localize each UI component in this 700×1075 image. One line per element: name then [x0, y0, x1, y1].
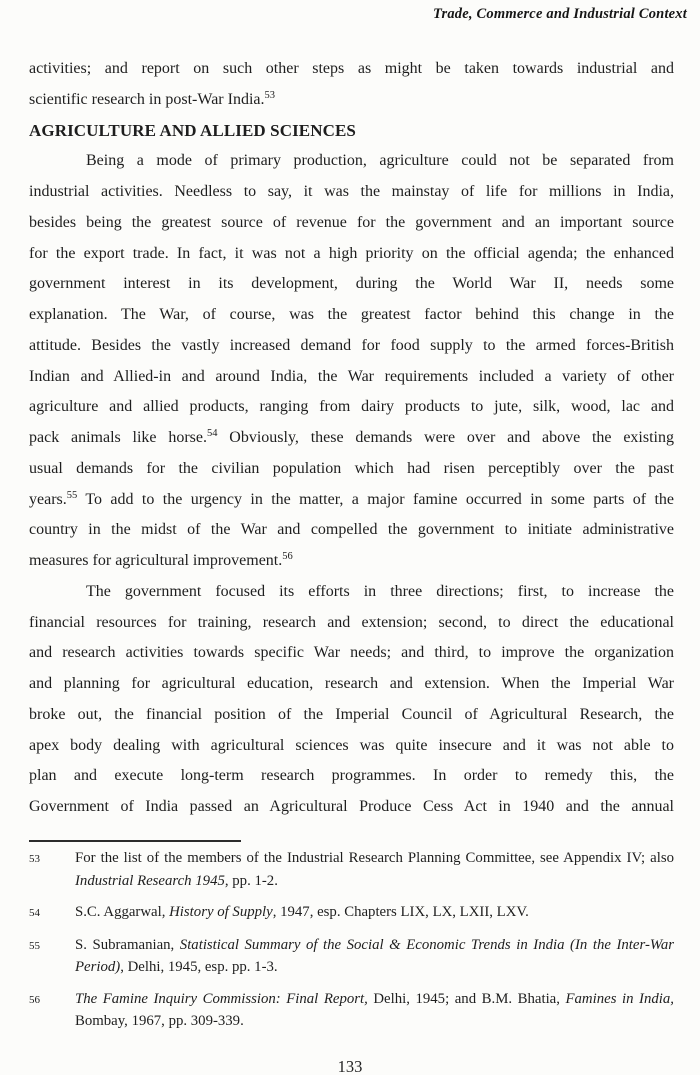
text-segment: broke out, the financial position of the Imperial Council of Agricultural Research, the [29, 705, 674, 723]
text-line [29, 454, 674, 485]
text-segment: for the export trade. In fact, it was not a high priority on the official agenda; the enhanced [29, 244, 674, 262]
italic-text: The Famine Inquiry Commission: Final Report, [75, 990, 368, 1007]
paragraph [29, 54, 674, 116]
text-line [29, 146, 674, 177]
footnote-number: 54 [29, 907, 40, 919]
page-number: 133 [337, 1057, 363, 1075]
text-segment: explanation. The War, of course, was the greatest factor behind this change in the [29, 306, 674, 323]
text-segment: Delhi, 1945; and B.M. Bhatia, [367, 990, 566, 1007]
text-line [29, 577, 674, 608]
footnote-text [75, 847, 674, 892]
text-segment: , 1947, esp. Chapters LIX, LX, LXII, LXV. [272, 904, 529, 920]
text-line [29, 515, 674, 546]
footnote-marker: 54 [206, 428, 218, 439]
footnote-marker: 53 [264, 89, 275, 101]
text-segment: measures for agricultural improvement. [29, 552, 283, 569]
text-line [29, 700, 674, 731]
italic-text: History of Supply [169, 904, 273, 920]
section-heading: AGRICULTURE AND ALLIED SCIENCES [29, 120, 356, 140]
text-segment: plan and execute long-term research programmes. In order to remedy this, the [29, 767, 674, 785]
text-segment: , Delhi, 1945, esp. pp. 1-3. [120, 959, 278, 975]
text-line [29, 546, 674, 577]
text-line [29, 638, 674, 669]
text-segment: To add to the urgency in the matter, a major famine occurred in some parts of the [77, 490, 674, 508]
text-segment: country in the midst of the War and compelled the government to initiate administrative [29, 521, 674, 539]
text-segment: financial resources for training, research and extension; second, to direct the educational [29, 613, 674, 631]
text-segment: industrial activities. Needless to say, it was the mainstay of life for millions in India, [29, 183, 674, 200]
text-segment: For the list of the members of the Industrial Research Planning Committee, see Appendix IV; also [75, 850, 674, 866]
text-line [29, 392, 674, 423]
text-segment: S.C. Aggarwal, [75, 904, 170, 920]
text-line [29, 731, 674, 762]
footnote-number: 53 [29, 853, 40, 865]
text-segment: attitude. Besides the vastly increased demand for food supply to the armed forces-British [29, 336, 674, 354]
text-segment: S. Subramanian, [75, 936, 180, 953]
footnote-number: 55 [29, 939, 40, 952]
footnote-text [75, 988, 674, 1033]
text-line [29, 239, 674, 270]
text-segment: and research activities towards specific War needs; and third, to improve the organization [29, 644, 674, 662]
text-segment: apex body dealing with agricultural sciences was quite insecure and it was not able to [29, 736, 674, 754]
text-segment: Being a mode of primary production, agriculture could not be separated from [86, 152, 674, 170]
text-line [29, 331, 674, 362]
footnote-text [75, 901, 674, 925]
paragraph [29, 146, 674, 577]
footnote [29, 988, 674, 1033]
footnote-text [75, 934, 674, 979]
text-segment: agriculture and allied products, ranging from dairy products to jute, silk, wood, lac and [29, 398, 674, 416]
italic-text: Industrial Research 1945 [75, 872, 225, 889]
text-line [29, 669, 674, 700]
text-segment: government interest in its development, during the World War II, needs some [29, 275, 674, 293]
text-line [29, 300, 674, 331]
running-header: Trade, Commerce and Industrial Context [433, 6, 687, 22]
footnote-marker: 55 [66, 489, 78, 501]
text-segment: Government of India passed an Agricultural Produce Cess Act in 1940 and the annual [29, 798, 674, 815]
text-segment: scientific research in post-War India. [29, 90, 265, 108]
text-line [29, 269, 674, 300]
text-segment: activities; and report on such other steps as might be taken towards industrial and [29, 60, 674, 77]
text-segment: usual demands for the civilian population which had risen perceptibly over the past [29, 459, 674, 477]
text-segment: pack animals like horse. [29, 429, 207, 446]
italic-text: Famines in India, [565, 990, 674, 1007]
text-line [29, 208, 674, 239]
text-line [29, 485, 674, 516]
text-line [29, 54, 674, 85]
text-line [29, 177, 674, 208]
footnote [29, 901, 674, 925]
text-segment: The government focused its efforts in three directions; first, to increase the [86, 582, 674, 600]
text-line [29, 792, 674, 823]
text-line [29, 761, 674, 792]
body-text [29, 54, 674, 823]
text-line [29, 608, 674, 639]
text-segment: Bombay, 1967, pp. 309-339. [75, 1013, 244, 1029]
footnotes [29, 847, 674, 1042]
text-line [29, 85, 674, 116]
italic-text: Statistical Summary of the Social & Economic Trends in India (In the Inter-War Period) [75, 936, 674, 975]
footnote-number: 56 [29, 993, 40, 1006]
footnote [29, 847, 674, 892]
text-segment: years. [29, 490, 67, 508]
text-line [29, 423, 674, 454]
text-line [29, 362, 674, 393]
footnote [29, 934, 674, 979]
text-segment: , pp. 1-2. [224, 872, 278, 889]
text-segment: besides being the greatest source of revenue for the government and an important source [29, 213, 674, 231]
paragraph [29, 577, 674, 823]
text-segment: and planning for agricultural education, research and extension. When the Imperial War [29, 675, 674, 692]
footnote-marker: 56 [282, 551, 293, 562]
text-segment: Indian and Allied-in and around India, the War requirements included a variety of other [29, 367, 674, 385]
text-segment: Obviously, these demands were over and above the existing [217, 429, 674, 446]
footnote-separator [29, 840, 241, 842]
